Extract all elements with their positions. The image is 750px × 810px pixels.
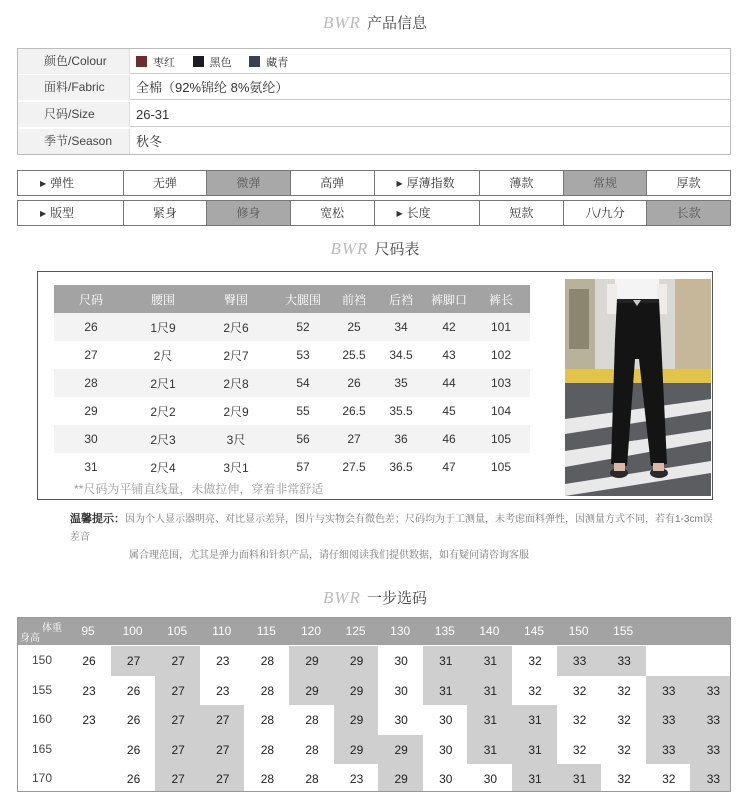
fit-cell: 31 [512, 764, 558, 792]
info-value: 全棉（92%锦纶 8%氨纶） [136, 80, 289, 95]
fit-cell: 23 [66, 705, 112, 735]
fit-cell: 28 [244, 735, 290, 765]
size-cell: 55 [274, 397, 332, 425]
size-cell: 2尺6 [198, 313, 274, 341]
info-value: 秋冬 [136, 134, 163, 149]
fit-cell: 29 [378, 735, 424, 765]
fit-cell: 28 [289, 764, 335, 792]
weight-header-cell: 145 [523, 624, 545, 638]
fit-cell: 33 [690, 705, 731, 735]
height-row-label: 155 [31, 682, 53, 697]
fit-cell: 26 [111, 735, 157, 765]
size-cell: 102 [472, 341, 530, 369]
fit-cell: 26 [111, 705, 157, 735]
header-cell: 裤长 [472, 285, 530, 313]
model-illustration [565, 279, 711, 496]
size-cell: 34 [376, 313, 426, 341]
fit-cell: 33 [557, 646, 603, 676]
weight-label: 体重 [42, 623, 62, 634]
size-cell: 28 [54, 369, 128, 397]
fit-cell: 28 [244, 705, 290, 735]
attribute-name: ▶ 版型 [18, 201, 124, 225]
fit-cell: 29 [334, 646, 380, 676]
weight-header-cell: 105 [167, 624, 188, 638]
header-cell: 臀围 [198, 285, 274, 313]
size-cell: 29 [54, 397, 128, 425]
fit-cell: 32 [601, 676, 647, 706]
size-cell: 2尺2 [128, 397, 198, 425]
fit-cell: 30 [378, 676, 424, 706]
fit-cell: 32 [512, 676, 558, 706]
size-cell: 3尺 [198, 425, 274, 453]
brand-logo: BWR [323, 588, 361, 607]
info-label: 尺码/Size [18, 102, 130, 127]
header-cell: 腰围 [128, 285, 198, 313]
fit-cell: 30 [467, 764, 513, 792]
size-cell: 104 [472, 397, 530, 425]
fit-cell: 32 [557, 676, 603, 706]
fit-cell: 30 [423, 735, 469, 765]
fit-cell: 32 [557, 735, 603, 765]
height-row-label: 160 [31, 712, 53, 726]
fit-cell: 33 [690, 735, 731, 765]
weight-header-cell: 110 [212, 624, 232, 638]
fit-cell: 32 [601, 705, 647, 735]
size-cell: 56 [274, 425, 332, 453]
colour-swatch [249, 56, 260, 67]
size-table-header [54, 285, 530, 313]
fit-cell: 29 [378, 764, 424, 792]
warm-tips [70, 510, 720, 565]
fit-chart-table [17, 617, 731, 792]
fit-cell: 31 [467, 646, 513, 676]
info-label: 面料/Fabric [18, 75, 130, 100]
size-cell: 36.5 [376, 453, 426, 481]
triangle-right-icon: ▶ [40, 209, 47, 218]
weight-header-cell: 125 [345, 624, 366, 638]
fit-cell: 27 [155, 676, 201, 706]
size-cell: 43 [426, 341, 472, 369]
colour-list [136, 49, 302, 76]
info-label: 颜色/Colour [18, 49, 130, 74]
size-cell: 44 [426, 369, 472, 397]
weight-header-cell: 120 [300, 624, 322, 638]
info-row-colour [18, 49, 730, 74]
fit-cell: 31 [423, 676, 469, 706]
size-table-row [54, 313, 530, 341]
info-row-size [18, 102, 730, 127]
weight-header-cell: 115 [256, 624, 276, 638]
fit-cell: 27 [111, 646, 157, 676]
fit-cell: 27 [155, 764, 201, 792]
fit-chart-corner [18, 618, 66, 645]
size-cell: 31 [54, 453, 128, 481]
fit-cell: 29 [289, 676, 335, 706]
fit-cell: 31 [557, 764, 603, 792]
size-cell: 35.5 [376, 397, 426, 425]
header-cell: 裤脚口 [426, 285, 472, 313]
fit-cell: 27 [200, 764, 246, 792]
fit-cell: 27 [200, 705, 246, 735]
size-table-row [54, 369, 530, 397]
size-cell: 54 [274, 369, 332, 397]
height-row-label: 150 [31, 653, 53, 667]
size-cell: 36 [376, 425, 426, 453]
size-cell: 105 [472, 425, 530, 453]
colour-swatch [193, 56, 204, 67]
attribute-option-selected: 修身 [207, 201, 291, 225]
attribute-name: ▶ 厚薄指数 [375, 171, 481, 195]
fit-cell: 23 [334, 764, 380, 792]
size-cell: 26.5 [332, 397, 376, 425]
fit-cell [646, 646, 692, 676]
info-row-fabric [18, 75, 730, 100]
fit-chart-title: BWR 一步选码 [323, 588, 427, 607]
colour-option: 枣红 [136, 57, 175, 69]
size-cell: 27 [54, 341, 128, 369]
size-cell: 35 [376, 369, 426, 397]
size-table-row [54, 397, 530, 425]
fit-cell: 33 [646, 676, 692, 706]
fit-cell: 33 [601, 646, 647, 676]
triangle-right-icon: ▶ [40, 179, 47, 188]
height-row-label: 170 [31, 771, 53, 785]
info-row-season [18, 129, 730, 154]
weight-header-cell: 100 [122, 624, 143, 638]
size-cell: 46 [426, 425, 472, 453]
tips-line-1: 温馨提示：因为个人显示器明亮、对比显示差异，图片与实物会有微色差；尺码均为于工测量，未考虑面料弹性，因测量方式不同，若有1-3cm误差音 [70, 513, 713, 543]
fit-cell: 30 [423, 764, 469, 792]
size-cell: 103 [472, 369, 530, 397]
fit-cell: 29 [334, 676, 380, 706]
fit-cell: 32 [646, 764, 692, 792]
fit-cell: 26 [66, 646, 112, 676]
attribute-option: 薄款 [480, 171, 564, 195]
weight-header-cell: 155 [613, 624, 634, 638]
fit-cell: 29 [289, 646, 335, 676]
fit-chart-header [18, 618, 731, 645]
size-cell: 2尺 [128, 341, 198, 369]
header-cell: 前裆 [332, 285, 376, 313]
fit-cell: 32 [601, 735, 647, 765]
weight-header-cell: 130 [390, 624, 411, 638]
fit-cell: 31 [512, 705, 558, 735]
size-cell: 105 [472, 453, 530, 481]
fit-cell: 28 [289, 705, 335, 735]
size-cell: 101 [472, 313, 530, 341]
size-cell: 2尺8 [198, 369, 274, 397]
fit-cell [690, 646, 731, 676]
size-cell: 3尺1 [198, 453, 274, 481]
fit-cell: 33 [690, 764, 731, 792]
size-cell: 26 [332, 369, 376, 397]
fit-cell: 29 [334, 705, 380, 735]
weight-header-cell: 135 [434, 624, 455, 638]
product-info-title: BWR 产品信息 [323, 13, 427, 32]
info-value: 26-31 [136, 107, 170, 122]
fit-cell: 27 [155, 705, 201, 735]
size-table-row [54, 453, 530, 481]
attribute-option: 厚款 [676, 176, 701, 190]
attribute-row-fit-length [17, 200, 731, 226]
attribute-option-selected: 长款 [647, 201, 730, 225]
fit-cell: 33 [690, 676, 731, 706]
size-cell: 2尺3 [128, 425, 198, 453]
size-cell: 1尺9 [128, 313, 198, 341]
fit-cell: 27 [155, 646, 201, 676]
size-cell: 25 [332, 313, 376, 341]
fit-cell: 31 [512, 735, 558, 765]
tips-line-2: 属合理范围，尤其是弹力面料和针织产品，请仔细阅读我们提供数据，如有疑问请咨询客服 [129, 550, 529, 561]
height-row-label: 165 [31, 741, 53, 756]
fit-cell: 23 [200, 676, 246, 706]
colour-option: 藏青 [249, 57, 288, 69]
triangle-right-icon: ▶ [396, 179, 403, 188]
fit-cell: 31 [423, 646, 469, 676]
brand-logo: BWR [323, 13, 361, 32]
fit-cell: 31 [467, 705, 513, 735]
fit-cell: 26 [111, 676, 157, 706]
fit-cell: 30 [378, 705, 424, 735]
size-table [54, 285, 530, 481]
weight-header-cell: 140 [479, 624, 500, 638]
size-cell: 47 [426, 453, 472, 481]
attribute-option: 紧身 [124, 201, 208, 225]
model-photo [565, 279, 711, 496]
size-cell: 34.5 [376, 341, 426, 369]
size-cell: 26 [54, 313, 128, 341]
fit-cell: 27 [200, 735, 246, 765]
attribute-name: ▶ 弹性 [18, 171, 124, 195]
attribute-option: 无弹 [124, 171, 208, 195]
fit-cell [66, 735, 112, 765]
header-cell: 后裆 [376, 285, 426, 313]
size-cell: 27 [332, 425, 376, 453]
fit-cell: 23 [200, 646, 246, 676]
tips-label: 温馨提示： [70, 513, 125, 525]
size-cell: 25.5 [332, 341, 376, 369]
fit-cell: 31 [467, 735, 513, 765]
fit-cell: 31 [467, 676, 513, 706]
info-label: 季节/Season [18, 129, 130, 154]
fit-cell: 23 [66, 676, 112, 706]
attribute-row-elasticity-thickness [17, 170, 731, 196]
size-cell: 57 [274, 453, 332, 481]
size-cell: 53 [274, 341, 332, 369]
size-cell: 2尺7 [198, 341, 274, 369]
size-note: **尺码为平铺直线量，未做拉伸，穿着非常舒适 [74, 482, 324, 496]
fit-cell: 28 [289, 735, 335, 765]
fit-cell: 33 [646, 735, 692, 765]
triangle-right-icon: ▶ [396, 209, 403, 218]
header-cell: 大腿围 [274, 285, 332, 313]
attribute-option: 宽松 [291, 201, 375, 225]
size-cell: 52 [274, 313, 332, 341]
fit-cell: 30 [378, 646, 424, 676]
attribute-name: ▶ 长度 [375, 201, 481, 225]
attribute-option-selected: 常规 [564, 171, 648, 195]
size-cell: 30 [54, 425, 128, 453]
size-cell: 2尺9 [198, 397, 274, 425]
weight-header-cell: 95 [81, 624, 95, 638]
colour-option: 黑色 [193, 57, 232, 69]
fit-cell: 27 [155, 735, 201, 765]
fit-cell: 26 [111, 764, 157, 792]
attribute-option: 高弹 [291, 171, 375, 195]
attribute-option: 八/九分 [564, 201, 648, 225]
product-info-table [17, 48, 731, 155]
brand-logo: BWR [330, 239, 369, 258]
height-label: 身高 [20, 633, 40, 644]
fit-cell: 28 [244, 676, 290, 706]
fit-cell: 32 [557, 705, 603, 735]
fit-cell: 32 [601, 764, 647, 792]
attribute-option: 短款 [480, 201, 564, 225]
size-cell: 2尺4 [128, 453, 198, 481]
fit-cell: 30 [423, 705, 469, 735]
fit-cell: 29 [334, 735, 380, 765]
size-table-row [54, 341, 530, 369]
fit-cell [66, 764, 112, 792]
attribute-option-selected: 微弹 [207, 171, 291, 195]
size-cell: 2尺1 [128, 369, 198, 397]
fit-cell: 28 [244, 764, 290, 792]
colour-swatch [136, 56, 147, 67]
weight-header-cell: 150 [568, 624, 589, 638]
size-cell: 42 [426, 313, 472, 341]
size-table-row [54, 425, 530, 453]
size-chart-title: BWR 尺码表 [330, 239, 420, 258]
fit-cell: 33 [646, 705, 692, 735]
size-cell: 27.5 [332, 453, 376, 481]
header-cell: 尺码 [54, 285, 128, 313]
size-cell: 45 [426, 397, 472, 425]
fit-cell: 28 [244, 646, 290, 676]
fit-cell: 32 [512, 646, 558, 676]
